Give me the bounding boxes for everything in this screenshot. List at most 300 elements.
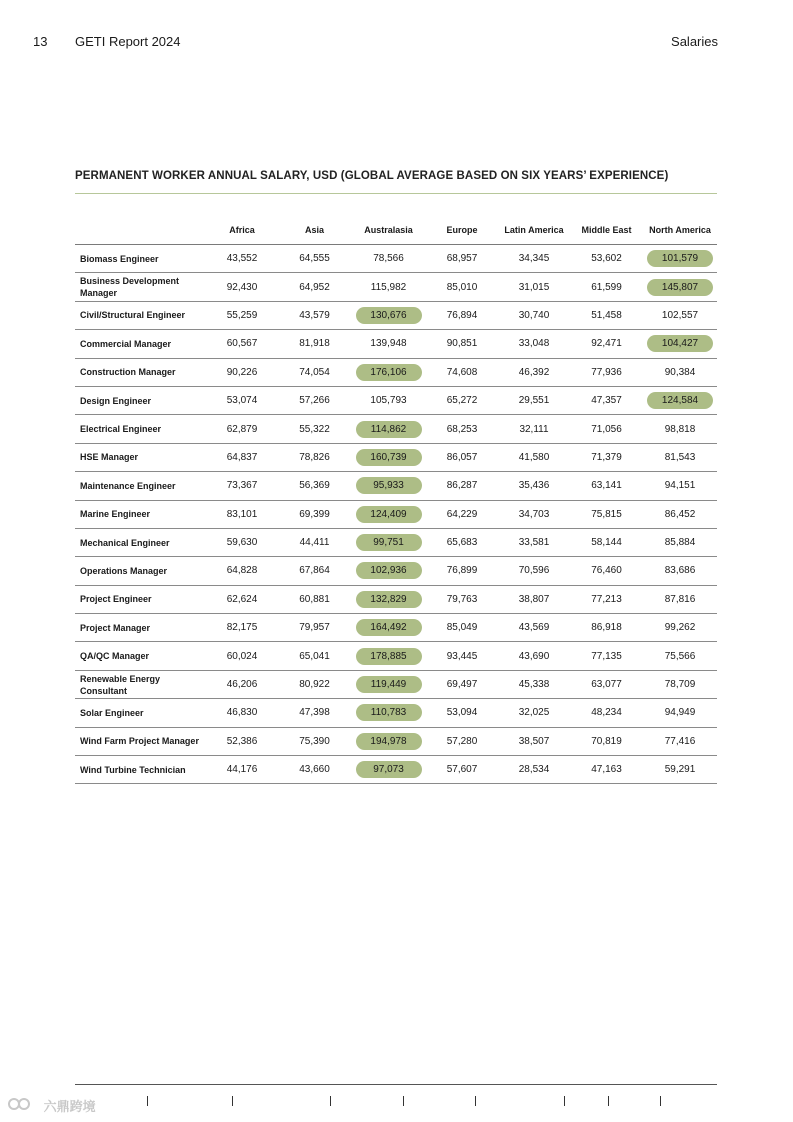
salary-cell: [206, 585, 278, 613]
salary-value: 64,837: [226, 451, 258, 463]
salary-value: 60,024: [226, 650, 258, 662]
salary-value: 79,763: [446, 593, 478, 605]
salary-value: 68,957: [446, 253, 478, 265]
salary-value: 43,690: [518, 650, 550, 662]
salary-cell: [206, 386, 278, 414]
salary-cell: [570, 699, 643, 727]
table-row: [75, 386, 717, 414]
table-row: [75, 415, 717, 443]
salary-cell: [351, 557, 426, 585]
salary-cell: [426, 500, 498, 528]
table-row: [75, 670, 717, 698]
salary-value: 85,884: [664, 537, 696, 549]
salary-value: 94,151: [664, 480, 696, 492]
salary-value: 64,555: [299, 253, 330, 265]
salary-value: 47,398: [299, 707, 330, 719]
role-name: Solar Engineer: [75, 699, 206, 727]
salary-cell: [570, 670, 643, 698]
salary-cell: [570, 443, 643, 471]
salary-value: 59,291: [664, 764, 696, 776]
salary-cell: [278, 756, 351, 784]
salary-value: 53,074: [226, 395, 258, 407]
salary-cell: [351, 585, 426, 613]
salary-cell: [278, 585, 351, 613]
salary-value: 67,864: [299, 565, 330, 577]
highest-salary-value: 99,751: [356, 534, 422, 551]
highest-salary-value: 164,492: [356, 619, 422, 636]
highest-salary-value: 101,579: [647, 250, 713, 267]
role-name: Construction Manager: [75, 358, 206, 386]
highest-salary-value: 124,584: [647, 392, 713, 409]
salary-cell: [278, 386, 351, 414]
salary-cell: [426, 358, 498, 386]
salary-cell: [498, 670, 570, 698]
salary-value: 48,234: [591, 707, 622, 719]
footer-tick: [475, 1096, 476, 1106]
column-header: [75, 215, 206, 245]
salary-cell: [351, 386, 426, 414]
salary-cell: [426, 330, 498, 358]
salary-value: 34,703: [518, 508, 550, 520]
salary-value: 90,226: [226, 366, 258, 378]
footer-tick: [330, 1096, 331, 1106]
salary-cell: [351, 358, 426, 386]
salary-cell: [351, 245, 426, 273]
salary-cell: [426, 528, 498, 556]
salary-value: 65,683: [446, 537, 478, 549]
salary-value: 74,608: [446, 366, 478, 378]
salary-cell: [570, 330, 643, 358]
title-divider: [75, 193, 717, 194]
salary-cell: [351, 642, 426, 670]
salary-cell: [498, 386, 570, 414]
footer-tick: [232, 1096, 233, 1106]
salary-cell: [351, 273, 426, 301]
salary-value: 43,569: [518, 622, 550, 634]
table-row: [75, 756, 717, 784]
salary-cell: [643, 528, 717, 556]
salary-value: 81,918: [299, 338, 330, 350]
salary-cell: [498, 245, 570, 273]
salary-cell: [498, 699, 570, 727]
salary-value: 28,534: [518, 764, 550, 776]
table-row: [75, 358, 717, 386]
highest-salary-value: 114,862: [356, 421, 422, 438]
salary-cell: [570, 358, 643, 386]
salary-cell: [278, 273, 351, 301]
salary-value: 47,357: [591, 395, 622, 407]
role-name: Wind Farm Project Manager: [75, 727, 206, 755]
salary-cell: [206, 557, 278, 585]
table-row: [75, 472, 717, 500]
highest-salary-value: 95,933: [356, 477, 422, 494]
salary-cell: [206, 358, 278, 386]
salary-cell: [570, 642, 643, 670]
salary-value: 57,607: [446, 764, 478, 776]
salary-value: 90,384: [664, 366, 696, 378]
salary-value: 45,338: [518, 679, 550, 691]
salary-cell: [206, 472, 278, 500]
salary-value: 98,818: [664, 423, 696, 435]
footer-tick: [147, 1096, 148, 1106]
salary-cell: [426, 301, 498, 329]
salary-value: 68,253: [446, 423, 478, 435]
salary-value: 33,581: [518, 537, 550, 549]
salary-value: 34,345: [518, 253, 550, 265]
salary-value: 82,175: [226, 622, 258, 634]
salary-cell: [643, 585, 717, 613]
salary-value: 46,392: [518, 366, 550, 378]
salary-cell: [206, 614, 278, 642]
salary-cell: [351, 443, 426, 471]
salary-cell: [570, 386, 643, 414]
salary-cell: [426, 273, 498, 301]
salary-cell: [643, 670, 717, 698]
salary-cell: [498, 472, 570, 500]
table-row: [75, 273, 717, 301]
table-header-row: [75, 215, 717, 245]
highest-salary-value: 104,427: [647, 335, 713, 352]
salary-cell: [278, 358, 351, 386]
role-name: Wind Turbine Technician: [75, 756, 206, 784]
salary-cell: [206, 642, 278, 670]
salary-value: 52,386: [226, 735, 258, 747]
watermark-text: 六鼎跨境: [43, 1099, 96, 1114]
footer-tick: [403, 1096, 404, 1106]
salary-value: 78,709: [664, 679, 696, 691]
salary-cell: [570, 273, 643, 301]
salary-cell: [570, 557, 643, 585]
salary-cell: [498, 500, 570, 528]
footer-tick: [564, 1096, 565, 1106]
salary-value: 76,899: [446, 565, 478, 577]
salary-cell: [206, 727, 278, 755]
salary-value: 60,567: [226, 338, 258, 350]
salary-cell: [570, 245, 643, 273]
role-name: QA/QC Manager: [75, 642, 206, 670]
salary-value: 65,041: [299, 650, 330, 662]
salary-cell: [206, 528, 278, 556]
role-name: Biomass Engineer: [75, 245, 206, 273]
salary-cell: [498, 642, 570, 670]
column-header: Europe: [426, 215, 498, 245]
salary-cell: [498, 273, 570, 301]
salary-cell: [278, 727, 351, 755]
salary-cell: [570, 585, 643, 613]
salary-value: 62,624: [226, 593, 258, 605]
report-title: GETI Report 2024: [75, 34, 181, 49]
salary-value: 77,936: [591, 366, 622, 378]
salary-cell: [351, 727, 426, 755]
salary-cell: [426, 756, 498, 784]
salary-cell: [498, 443, 570, 471]
salary-cell: [351, 500, 426, 528]
table-row: [75, 699, 717, 727]
salary-value: 38,507: [518, 735, 550, 747]
role-name: Project Manager: [75, 614, 206, 642]
salary-value: 81,543: [664, 451, 696, 463]
salary-value: 78,826: [299, 451, 330, 463]
column-header: Middle East: [570, 215, 643, 245]
salary-value: 32,111: [519, 423, 549, 435]
salary-cell: [351, 301, 426, 329]
salary-cell: [643, 642, 717, 670]
salary-cell: [278, 472, 351, 500]
salary-cell: [498, 585, 570, 613]
column-header: Latin America: [498, 215, 570, 245]
salary-value: 65,272: [446, 395, 478, 407]
salary-value: 43,552: [226, 253, 258, 265]
salary-value: 94,949: [664, 707, 696, 719]
salary-value: 56,369: [299, 480, 330, 492]
salary-cell: [206, 699, 278, 727]
salary-value: 31,015: [518, 281, 550, 293]
salary-value: 139,948: [370, 338, 407, 350]
salary-cell: [206, 273, 278, 301]
salary-cell: [426, 642, 498, 670]
salary-cell: [278, 415, 351, 443]
watermark-logo-icon: [8, 1097, 36, 1114]
salary-value: 93,445: [446, 650, 478, 662]
salary-value: 86,057: [446, 451, 478, 463]
highest-salary-value: 194,978: [356, 733, 422, 750]
salary-cell: [498, 557, 570, 585]
salary-cell: [278, 245, 351, 273]
table-row: [75, 500, 717, 528]
salary-cell: [278, 500, 351, 528]
salary-value: 44,411: [299, 537, 330, 549]
salary-cell: [278, 528, 351, 556]
salary-value: 70,819: [591, 735, 622, 747]
table-row: [75, 528, 717, 556]
salary-value: 35,436: [518, 480, 550, 492]
salary-value: 63,077: [591, 679, 622, 691]
salary-value: 69,399: [299, 508, 330, 520]
salary-value: 55,322: [299, 423, 330, 435]
role-name: Operations Manager: [75, 557, 206, 585]
salary-value: 90,851: [446, 338, 478, 350]
highest-salary-value: 178,885: [356, 648, 422, 665]
table-row: [75, 330, 717, 358]
salary-cell: [570, 301, 643, 329]
salary-cell: [643, 500, 717, 528]
salary-cell: [278, 642, 351, 670]
highest-salary-value: 110,783: [356, 704, 422, 721]
role-name: Design Engineer: [75, 386, 206, 414]
role-name: Electrical Engineer: [75, 415, 206, 443]
salary-cell: [643, 358, 717, 386]
salary-cell: [351, 756, 426, 784]
salary-value: 30,740: [518, 309, 550, 321]
salary-value: 69,497: [446, 679, 478, 691]
salary-cell: [426, 415, 498, 443]
salary-cell: [570, 500, 643, 528]
footer-divider: [75, 1084, 717, 1085]
salary-cell: [426, 699, 498, 727]
column-header: Africa: [206, 215, 278, 245]
salary-cell: [206, 500, 278, 528]
section-title: Salaries: [671, 34, 718, 49]
salary-value: 53,602: [591, 253, 622, 265]
salary-value: 75,815: [591, 508, 622, 520]
salary-value: 43,579: [299, 309, 330, 321]
salary-cell: [643, 330, 717, 358]
salary-value: 77,213: [591, 593, 622, 605]
salary-cell: [351, 415, 426, 443]
salary-value: 73,367: [226, 480, 258, 492]
salary-cell: [570, 614, 643, 642]
salary-value: 58,144: [591, 537, 622, 549]
salary-value: 59,630: [226, 537, 258, 549]
salary-value: 80,922: [299, 679, 330, 691]
salary-cell: [498, 330, 570, 358]
table-row: [75, 245, 717, 273]
salary-cell: [498, 614, 570, 642]
salary-cell: [426, 472, 498, 500]
role-name: Maintenance Engineer: [75, 472, 206, 500]
salary-cell: [643, 386, 717, 414]
salary-cell: [498, 528, 570, 556]
salary-value: 76,460: [591, 565, 622, 577]
salary-cell: [643, 245, 717, 273]
salary-value: 92,430: [226, 281, 258, 293]
salary-cell: [643, 273, 717, 301]
salary-cell: [351, 670, 426, 698]
salary-cell: [426, 727, 498, 755]
salary-cell: [278, 670, 351, 698]
salary-value: 70,596: [518, 565, 550, 577]
salary-value: 29,551: [518, 395, 550, 407]
salary-cell: [351, 330, 426, 358]
salary-cell: [206, 443, 278, 471]
salary-value: 78,566: [373, 253, 404, 265]
role-name: Business Development Manager: [75, 273, 206, 301]
salary-cell: [426, 670, 498, 698]
salary-value: 71,379: [591, 451, 622, 463]
salary-cell: [278, 557, 351, 585]
salary-cell: [426, 245, 498, 273]
salary-cell: [351, 699, 426, 727]
table-row: [75, 727, 717, 755]
footer-tick: [608, 1096, 609, 1106]
column-header: Asia: [278, 215, 351, 245]
salary-value: 64,828: [226, 565, 258, 577]
salary-value: 57,266: [299, 395, 330, 407]
salary-cell: [643, 415, 717, 443]
salary-value: 102,557: [661, 309, 699, 321]
column-header: Australasia: [351, 215, 426, 245]
salary-value: 83,686: [664, 565, 696, 577]
salary-value: 47,163: [591, 764, 622, 776]
salary-cell: [570, 415, 643, 443]
salary-value: 76,894: [446, 309, 478, 321]
salary-cell: [643, 614, 717, 642]
salary-cell: [426, 443, 498, 471]
salary-cell: [570, 756, 643, 784]
salary-cell: [426, 585, 498, 613]
salary-cell: [206, 330, 278, 358]
salary-value: 115,982: [370, 281, 407, 293]
salary-value: 74,054: [299, 366, 330, 378]
salary-value: 92,471: [591, 338, 622, 350]
salary-value: 79,957: [299, 622, 330, 634]
salary-value: 61,599: [591, 281, 622, 293]
salary-value: 38,807: [518, 593, 550, 605]
salary-cell: [206, 301, 278, 329]
salary-value: 60,881: [299, 593, 330, 605]
role-name: Civil/Structural Engineer: [75, 301, 206, 329]
salary-cell: [426, 614, 498, 642]
salary-cell: [643, 443, 717, 471]
salary-value: 85,049: [446, 622, 478, 634]
salary-cell: [426, 557, 498, 585]
salary-value: 44,176: [226, 764, 258, 776]
salary-value: 64,229: [446, 508, 478, 520]
role-name: HSE Manager: [75, 443, 206, 471]
salary-value: 83,101: [226, 508, 258, 520]
salary-cell: [570, 472, 643, 500]
salary-value: 62,879: [226, 423, 258, 435]
salary-cell: [643, 727, 717, 755]
highest-salary-value: 132,829: [356, 591, 422, 608]
page-number: 13: [33, 34, 48, 49]
salary-cell: [570, 528, 643, 556]
highest-salary-value: 160,739: [356, 449, 422, 466]
salary-value: 32,025: [518, 707, 550, 719]
page-header: [33, 34, 718, 52]
salary-value: 99,262: [664, 622, 696, 634]
salary-cell: [206, 415, 278, 443]
salary-cell: [643, 472, 717, 500]
salary-value: 41,580: [518, 451, 550, 463]
salary-value: 46,206: [226, 679, 258, 691]
highest-salary-value: 119,449: [356, 676, 422, 693]
salary-value: 51,458: [591, 309, 622, 321]
salary-value: 57,280: [446, 735, 478, 747]
salary-value: 71,056: [591, 423, 622, 435]
salary-value: 86,918: [591, 622, 622, 634]
salary-cell: [278, 699, 351, 727]
salary-cell: [643, 699, 717, 727]
salary-value: 105,793: [370, 395, 407, 407]
column-header: North America: [643, 215, 717, 245]
salary-cell: [206, 245, 278, 273]
role-name: Renewable Energy Consultant: [75, 670, 206, 698]
salary-value: 75,390: [299, 735, 330, 747]
highest-salary-value: 97,073: [356, 761, 422, 778]
salary-cell: [498, 727, 570, 755]
salary-value: 64,952: [299, 281, 330, 293]
salary-cell: [498, 358, 570, 386]
salary-cell: [206, 756, 278, 784]
highest-salary-value: 124,409: [356, 506, 422, 523]
table-body: [75, 245, 717, 784]
salary-value: 87,816: [664, 593, 696, 605]
salary-value: 46,830: [226, 707, 258, 719]
salary-value: 43,660: [299, 764, 330, 776]
salary-value: 53,094: [446, 707, 478, 719]
table-row: [75, 301, 717, 329]
salary-cell: [351, 472, 426, 500]
salary-cell: [643, 301, 717, 329]
salary-value: 63,141: [591, 480, 622, 492]
table-row: [75, 642, 717, 670]
salary-value: 77,416: [664, 735, 696, 747]
salary-cell: [643, 756, 717, 784]
salary-cell: [498, 415, 570, 443]
role-name: Project Engineer: [75, 585, 206, 613]
salary-cell: [278, 614, 351, 642]
